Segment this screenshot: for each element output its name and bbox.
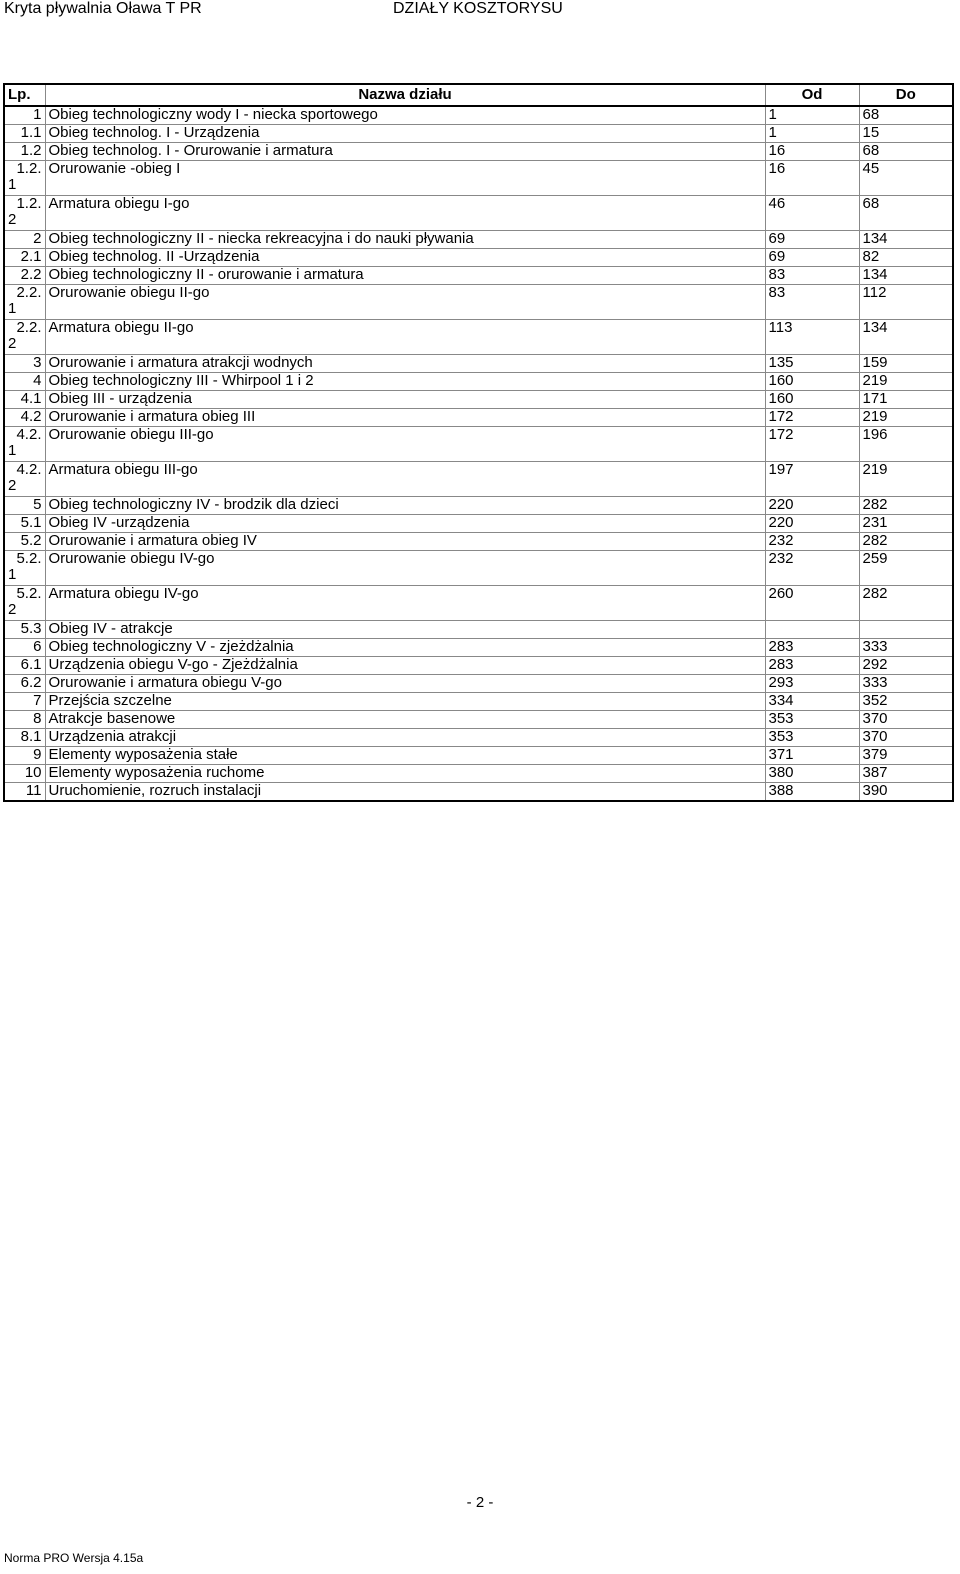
table-row — [4, 621, 953, 639]
table-row — [4, 106, 953, 125]
row-name: Przejścia szczelne — [45, 693, 765, 711]
row-do: 387 — [859, 765, 953, 783]
row-name: Orurowanie obiegu IV-go — [45, 551, 765, 586]
row-do: 15 — [859, 125, 953, 143]
row-lp — [4, 765, 45, 783]
table-row — [4, 355, 953, 373]
row-name: Obieg technologiczny II - niecka rekreacyjna i do nauki pływania — [45, 231, 765, 249]
table-row — [4, 675, 953, 693]
row-od: 388 — [765, 783, 859, 802]
row-lp — [4, 462, 45, 497]
row-name: Atrakcje basenowe — [45, 711, 765, 729]
row-name: Urządzenia atrakcji — [45, 729, 765, 747]
row-od: 16 — [765, 161, 859, 196]
table-row — [4, 285, 953, 320]
table-row — [4, 551, 953, 586]
table-row — [4, 267, 953, 285]
row-lp-number: 4.1 — [20, 390, 42, 407]
sections-table — [3, 83, 954, 802]
row-lp — [4, 783, 45, 802]
row-od: 293 — [765, 675, 859, 693]
row-od: 172 — [765, 409, 859, 427]
row-do: 134 — [859, 320, 953, 355]
row-od: 260 — [765, 586, 859, 621]
row-od: 160 — [765, 373, 859, 391]
row-lp — [4, 143, 45, 161]
row-do: 134 — [859, 267, 953, 285]
row-name: Obieg technologiczny IV - brodzik dla dzieci — [45, 497, 765, 515]
table-row — [4, 462, 953, 497]
row-od: 83 — [765, 285, 859, 320]
row-name: Armatura obiegu IV-go — [45, 586, 765, 621]
footer-software-version: Norma PRO Wersja 4.15a — [4, 1551, 144, 1565]
row-lp-number: 5.2. — [16, 550, 42, 567]
table-row — [4, 320, 953, 355]
row-lp — [4, 427, 45, 462]
table-row — [4, 693, 953, 711]
table-body — [4, 106, 953, 801]
row-lp-number: 2.2 — [20, 266, 42, 283]
table-row — [4, 249, 953, 267]
row-lp-number: 4.2. — [16, 426, 42, 443]
row-do: 259 — [859, 551, 953, 586]
row-do: 282 — [859, 533, 953, 551]
row-lp — [4, 693, 45, 711]
row-od: 172 — [765, 427, 859, 462]
row-lp-number: 4.2 — [20, 408, 42, 425]
row-do: 333 — [859, 639, 953, 657]
row-lp-number: 8 — [33, 710, 42, 727]
row-do: 159 — [859, 355, 953, 373]
document-header-right: DZIAŁY KOSZTORYSU — [393, 0, 563, 17]
row-do: 282 — [859, 586, 953, 621]
row-od: 283 — [765, 657, 859, 675]
row-name: Elementy wyposażenia stałe — [45, 747, 765, 765]
row-do: 68 — [859, 106, 953, 125]
row-name: Obieg technologiczny V - zjeżdżalnia — [45, 639, 765, 657]
row-do: 370 — [859, 729, 953, 747]
row-lp-number: 6.1 — [20, 656, 42, 673]
row-od: 220 — [765, 497, 859, 515]
row-lp-continuation: 2 — [8, 601, 17, 618]
row-do: 68 — [859, 196, 953, 231]
row-do: 171 — [859, 391, 953, 409]
row-name: Orurowanie obiegu III-go — [45, 427, 765, 462]
row-lp-number: 7 — [33, 692, 42, 709]
row-lp-number: 2 — [33, 230, 42, 247]
row-lp — [4, 249, 45, 267]
table-row — [4, 373, 953, 391]
row-od: 1 — [765, 106, 859, 125]
table-row — [4, 497, 953, 515]
row-do: 219 — [859, 373, 953, 391]
table-row — [4, 729, 953, 747]
column-header-lp: Lp. — [4, 84, 45, 106]
row-lp-number: 4 — [33, 372, 42, 389]
row-do: 219 — [859, 462, 953, 497]
row-do: 219 — [859, 409, 953, 427]
row-lp — [4, 320, 45, 355]
row-do: 370 — [859, 711, 953, 729]
row-lp — [4, 675, 45, 693]
row-lp — [4, 285, 45, 320]
row-lp-number: 2.2. — [16, 284, 42, 301]
table-row — [4, 783, 953, 802]
row-lp-number: 6 — [33, 638, 42, 655]
row-do: 112 — [859, 285, 953, 320]
table-row — [4, 515, 953, 533]
row-lp-number: 1.2. — [16, 195, 42, 212]
table-row — [4, 586, 953, 621]
row-do: 292 — [859, 657, 953, 675]
row-name: Obieg III - urządzenia — [45, 391, 765, 409]
row-lp-number: 5 — [33, 496, 42, 513]
row-name: Orurowanie i armatura atrakcji wodnych — [45, 355, 765, 373]
row-lp — [4, 621, 45, 639]
row-lp — [4, 747, 45, 765]
row-name: Obieg technolog. I - Orurowanie i armatura — [45, 143, 765, 161]
row-do: 282 — [859, 497, 953, 515]
column-header-do: Do — [859, 84, 953, 106]
table-row — [4, 196, 953, 231]
row-od: 380 — [765, 765, 859, 783]
table-row — [4, 125, 953, 143]
row-do: 45 — [859, 161, 953, 196]
row-od: 232 — [765, 551, 859, 586]
row-lp — [4, 196, 45, 231]
row-lp-continuation: 2 — [8, 477, 17, 494]
row-name: Obieg IV -urządzenia — [45, 515, 765, 533]
row-name: Armatura obiegu I-go — [45, 196, 765, 231]
row-od: 353 — [765, 729, 859, 747]
row-od: 46 — [765, 196, 859, 231]
row-do — [859, 621, 953, 639]
row-od: 69 — [765, 231, 859, 249]
row-lp-continuation: 1 — [8, 442, 17, 459]
row-od: 334 — [765, 693, 859, 711]
document-header-left: Kryta pływalnia Oława T PR — [4, 0, 202, 17]
row-do: 134 — [859, 231, 953, 249]
row-od: 197 — [765, 462, 859, 497]
table-row — [4, 427, 953, 462]
row-name: Armatura obiegu II-go — [45, 320, 765, 355]
row-name: Orurowanie i armatura obiegu V-go — [45, 675, 765, 693]
row-name: Obieg technolog. II -Urządzenia — [45, 249, 765, 267]
row-lp — [4, 639, 45, 657]
row-lp-number: 5.2 — [20, 532, 42, 549]
column-header-name: Nazwa działu — [45, 84, 765, 106]
row-lp-continuation: 1 — [8, 566, 17, 583]
row-lp-number: 6.2 — [20, 674, 42, 691]
row-lp — [4, 497, 45, 515]
row-name: Orurowanie -obieg I — [45, 161, 765, 196]
row-lp-number: 5.1 — [20, 514, 42, 531]
row-od: 1 — [765, 125, 859, 143]
table-row — [4, 639, 953, 657]
row-lp — [4, 125, 45, 143]
row-lp-number: 1.2. — [16, 160, 42, 177]
row-od: 353 — [765, 711, 859, 729]
row-name: Obieg technologiczny II - orurowanie i armatura — [45, 267, 765, 285]
row-lp-number: 2.1 — [20, 248, 42, 265]
row-lp-number: 5.3 — [20, 620, 42, 637]
table-row — [4, 533, 953, 551]
row-do: 196 — [859, 427, 953, 462]
row-od: 69 — [765, 249, 859, 267]
row-do: 379 — [859, 747, 953, 765]
row-do: 68 — [859, 143, 953, 161]
column-header-od: Od — [765, 84, 859, 106]
table-row — [4, 409, 953, 427]
row-lp — [4, 231, 45, 249]
row-lp — [4, 161, 45, 196]
row-lp — [4, 657, 45, 675]
row-od: 16 — [765, 143, 859, 161]
row-name: Orurowanie i armatura obieg III — [45, 409, 765, 427]
row-lp-continuation: 1 — [8, 176, 17, 193]
row-name: Obieg technologiczny wody I - niecka sportowego — [45, 106, 765, 125]
table-row — [4, 391, 953, 409]
row-do: 231 — [859, 515, 953, 533]
row-lp-number: 8.1 — [20, 728, 42, 745]
row-lp-continuation: 2 — [8, 211, 17, 228]
row-name: Obieg technologiczny III - Whirpool 1 i 2 — [45, 373, 765, 391]
row-do: 333 — [859, 675, 953, 693]
row-lp — [4, 515, 45, 533]
table-row — [4, 765, 953, 783]
page-number: - 2 - — [466, 1494, 494, 1511]
row-lp-continuation: 1 — [8, 300, 17, 317]
table-row — [4, 161, 953, 196]
row-lp-number: 3 — [33, 354, 42, 371]
row-od: 232 — [765, 533, 859, 551]
row-lp-continuation: 2 — [8, 335, 17, 352]
table-row — [4, 657, 953, 675]
row-od: 371 — [765, 747, 859, 765]
table-row — [4, 143, 953, 161]
row-name: Obieg IV - atrakcje — [45, 621, 765, 639]
row-lp-number: 1.2 — [20, 142, 42, 159]
row-lp — [4, 533, 45, 551]
row-od: 113 — [765, 320, 859, 355]
row-name: Orurowanie i armatura obieg IV — [45, 533, 765, 551]
row-lp-number: 10 — [24, 764, 42, 781]
table-row — [4, 231, 953, 249]
row-od: 135 — [765, 355, 859, 373]
row-lp — [4, 267, 45, 285]
row-lp — [4, 391, 45, 409]
row-od: 160 — [765, 391, 859, 409]
table-row — [4, 747, 953, 765]
row-lp-number: 2.2. — [16, 319, 42, 336]
row-do: 82 — [859, 249, 953, 267]
row-lp — [4, 373, 45, 391]
row-name: Armatura obiegu III-go — [45, 462, 765, 497]
row-lp — [4, 355, 45, 373]
row-lp — [4, 409, 45, 427]
row-od: 83 — [765, 267, 859, 285]
row-lp — [4, 586, 45, 621]
row-lp — [4, 711, 45, 729]
row-lp-number: 1.1 — [20, 124, 42, 141]
row-lp-number: 1 — [33, 106, 42, 123]
table-header-row — [4, 84, 953, 106]
row-od: 283 — [765, 639, 859, 657]
row-lp — [4, 551, 45, 586]
row-name: Obieg technolog. I - Urządzenia — [45, 125, 765, 143]
row-lp-number: 4.2. — [16, 461, 42, 478]
row-do: 390 — [859, 783, 953, 802]
table-row — [4, 711, 953, 729]
row-lp — [4, 729, 45, 747]
row-od — [765, 621, 859, 639]
row-od: 220 — [765, 515, 859, 533]
row-lp-number: 5.2. — [16, 585, 42, 602]
row-do: 352 — [859, 693, 953, 711]
row-name: Uruchomienie, rozruch instalacji — [45, 783, 765, 802]
row-name: Orurowanie obiegu II-go — [45, 285, 765, 320]
row-lp-number: 11 — [25, 782, 42, 799]
row-name: Urządzenia obiegu V-go - Zjeżdżalnia — [45, 657, 765, 675]
row-lp — [4, 106, 45, 125]
row-name: Elementy wyposażenia ruchome — [45, 765, 765, 783]
row-lp-number: 9 — [33, 746, 42, 763]
